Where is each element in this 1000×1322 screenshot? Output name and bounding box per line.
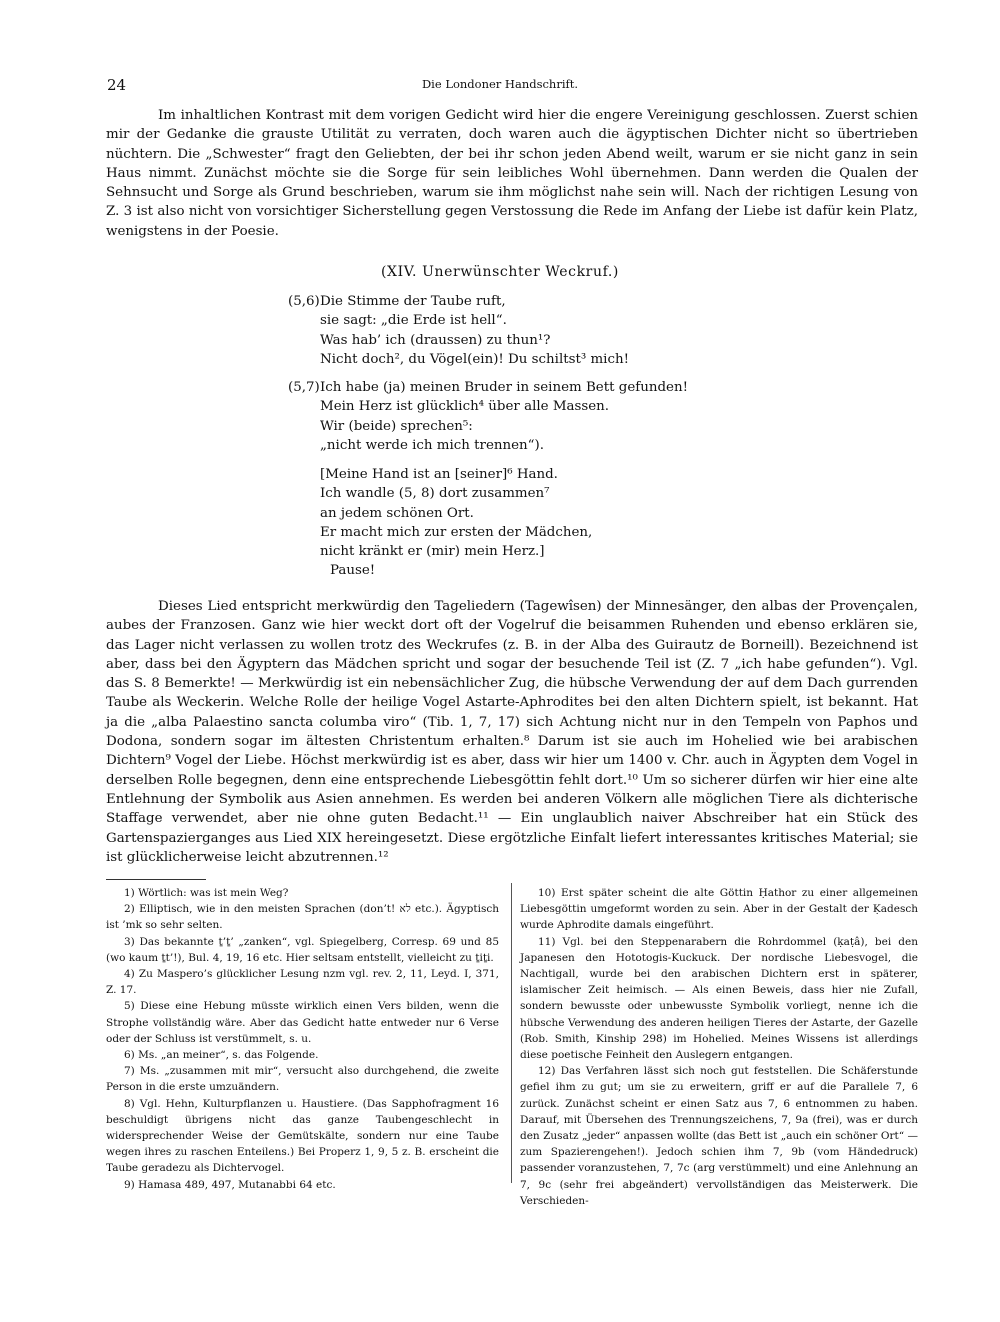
verse-text: Wir (beide) sprechen⁵: — [320, 418, 473, 434]
footnote: 9) Hamasa 489, 497, Mutanabbi 64 etc. — [124, 1178, 336, 1191]
verse-number: (5,7) — [288, 380, 320, 395]
verse-text: Die Stimme der Taube ruft, — [320, 294, 506, 309]
verse-text: Er macht mich zur ersten der Mädchen, — [320, 524, 593, 540]
footnote: 11) Vgl. bei den Steppenarabern die Rohrdommel (ḳaṭâ), bei den Japanesen den Hototogis-Kuckuck. Der nordische Liebesvogel, die Nachtigall, wurde bei den arabischen Dichtern erst in späterer, islamischer Zeit heimisch. — Als einen Beweis, dass hier nie Zufall, sondern bewusste oder unbewusste Symbolik vorliegt, nenne ich die hübsche Verwendung des anderen heiligen Tieres der Astarte, der Gazelle (Rob. Smith, Kinship 298) im Hohelied. Meines Wissens ist allerdings diese poetische Feinheit den Auslegern entgangen. — [520, 935, 918, 1062]
pause-line — [288, 561, 768, 580]
pause-text: Pause! — [330, 563, 376, 579]
verse-line — [288, 465, 768, 484]
verse-text: an jedem schönen Ort. — [320, 505, 474, 521]
running-head: Die Londoner Handschrift. — [421, 77, 579, 91]
verse-text: nicht kränkt er (mir) mein Herz.] — [320, 544, 545, 560]
verse-line — [288, 292, 768, 311]
verse-line — [288, 523, 768, 542]
stanza-1 — [288, 292, 768, 369]
footnote: 10) Erst später scheint die alte Göttin Ḥathor zu einer allgemeinen Liebesgöttin umgeformt worden zu sein. Aber in der Gestalt der Ḳadesch wurde Aphrodite damals eingeführt. — [520, 887, 918, 932]
verse-line — [288, 350, 768, 369]
verse-line — [288, 311, 768, 330]
poem-title: (XIV. Unerwünschter Weckruf.) — [381, 264, 619, 280]
footnote: 12) Das Verfahren lässt sich noch gut feststellen. Die Schäferstunde gefiel ihm zu gut; um sie zu erweitern, griff er auf die Parallele 7, 6 zurück. Zunächst scheint er einen Satz aus 7, 6 entnommen zu haben. Darauf, mit Übersehen des Trennungszeichens, 7, 9a (frei), was er durch den Zusatz „jeder“ anpassen wollte (das Bett ist „auch ein schöner Ort“ — zum Spazierengehen!). Jedoch schien ihm 7, 9b (vom Händedruck) passender voranzustehen, 7, 7c (arg verstümmelt) und eine Anlehnung an 7, 9c (sehr frei abgeändert) vervollständigen das Meisterwerk. Die Verschieden- — [520, 1065, 918, 1207]
verse-line — [288, 378, 768, 397]
footnotes-left-column — [106, 885, 499, 1193]
verse-text: Nicht doch², du Vögel(ein)! Du schiltst³ mich! — [320, 351, 629, 367]
page-number: 24 — [107, 76, 127, 94]
verse-line — [288, 331, 768, 350]
verse-text: [Meine Hand ist an [seiner]⁶ Hand. — [320, 467, 558, 482]
verse-line — [288, 397, 768, 416]
footnote-rule — [106, 879, 206, 880]
footnote: 5) Diese eine Hebung müsste wirklich einen Vers bilden, wenn die Strophe vollständig wäre. Aber das Gedicht hatte entweder nur 6 Verse oder der Schluss ist verstümmelt, s. u. — [106, 1000, 499, 1045]
verse-number: (5,6) — [288, 294, 320, 309]
verse-text: Ich wandle (5, 8) dort zusammen⁷ — [320, 486, 550, 502]
verse-text: „nicht werde ich mich trennen“). — [320, 437, 544, 453]
verse-line — [288, 504, 768, 523]
verse-text: sie sagt: „die Erde ist hell“. — [320, 313, 507, 329]
verse-line — [288, 417, 768, 436]
footnote: 6) Ms. „an meiner“, s. das Folgende. — [124, 1049, 319, 1062]
footnote: 4) Zu Maspero’s glücklicher Lesung nzm vgl. rev. 2, 11, Leyd. I, 371, Z. 17. — [106, 968, 499, 997]
footnote: 3) Das bekannte ṯ’ṯ’ „zanken“, vgl. Spiegelberg, Corresp. 69 und 85 (wo kaum ṯt’!), Bul. 4, 19, 16 etc. Hier seltsam entstellt, vielleicht zu ṯiṯi. — [106, 935, 499, 964]
commentary-paragraph: Dieses Lied entspricht merkwürdig den Tageliedern (Tagewîsen) der Minnesänger, den albas der Provençalen, aubes der Franzosen. Ganz wie hier weckt dort oft der Vogelruf die beisammen Ruhenden und ebenso erklären sie, das Lager nicht verlassen zu wollen trotz des Weckrufes (z. B. in der Alba des Guirautz de Borneill). Bezeichnend ist aber, dass bei den Ägyptern das Mädchen spricht und sogar der besuchende Teil ist (Z. 7 „ich habe gefunden“). Vgl. das S. 8 Bemerkte! — Merkwürdig ist ein nebensächlicher Zug, die hübsche Verwendung der auf dem Dach gurrenden Taube als Weckerin. Welche Rolle der heilige Vogel Astarte-Aphrodites bei den alten Dichtern spielt, ist bekannt. Hat ja die „alba Palaestino sancta columba viro“ (Tib. 1, 7, 17) sich Achtung nicht nur in den Tempeln von Paphos und Dodona, sondern sogar im ältesten Christentum erhalten.⁸ Darum ist sie auch im Hohelied wie bei arabischen Dichtern⁹ Vogel der Liebe. Höchst merkwürdig ist es aber, dass wir hier um 1400 v. Chr. auch in Ägypten dem Vogel in derselben Rolle begegnen, denn eine entsprechende Liebesgöttin fehlt dort.¹⁰ Um so sicherer dürfen wir hier eine alte Entlehnung der Symbolik aus Asien annehmen. Es werden bei anderen Völkern alle möglichen Tiere als dichterische Staffage verwendet, aber nie ohne guten Bedacht.¹¹ — Ein unglaublich naiver Abschreiber hat ein Stück des Gartenspazierganges aus Lied XIX hereingesetzt. Diese ergötzliche Einfalt liefert interessantes kritisches Material; sie ist glücklicherweise leicht abzutrennen.¹² — [106, 599, 918, 865]
footnote-column-divider — [511, 883, 512, 1183]
footnote: 1) Wörtlich: was ist mein Weg? — [124, 887, 289, 899]
intro-paragraph: Im inhaltlichen Kontrast mit dem vorigen Gedicht wird hier die engere Vereinigung geschlossen. Zuerst schien mir der Gedanke die grauste Utilität zu verraten, doch waren auch die ägyptischen Dichter nicht so übertrieben nüchtern. Die „Schwester“ fragt den Geliebten, der bei ihr schon jeden Abend weilt, warum er sie nicht ganz in sein Haus nimmt. Zunächst möchte sie die Sorge für sein leibliches Wohl übernehmen. Dann werden die Qualen der Sehnsucht und Sorge als Grund beschrieben, warum sie ihm möglichst nahe sein will. Nach der richtigen Lesung von Z. 3 ist also nicht von vorsichtiger Sicherstellung gegen Verstossung die Rede im Anfang der Liebe ist dafür kein Platz, wenigstens in der Poesie. — [106, 108, 918, 239]
stanza-3 — [288, 465, 768, 581]
footnote: 2) Elliptisch, wie in den meisten Sprachen (don’t! לא etc.). Ägyptisch ist ’mk so sehr selten. — [106, 903, 499, 932]
footnotes-right-column — [520, 885, 918, 1209]
verse-line — [288, 436, 768, 455]
verse-text: Mein Herz ist glücklich⁴ über alle Massen. — [320, 399, 610, 415]
verse-line — [288, 484, 768, 503]
verse-text: Ich habe (ja) meinen Bruder in seinem Bett gefunden! — [320, 380, 688, 395]
footnote: 8) Vgl. Hehn, Kulturpflanzen u. Haustiere. (Das Sapphofragment 16 beschuldigt übrigens nicht das ganze Taubengeschlecht in widersprechender Weise der Gemütskälte, sondern nur eine Taube wegen ihres zu raschen Enteilens.) Bei Properz 1, 9, 5 z. B. erscheint die Taube geradezu als Dichtervogel. — [106, 1097, 499, 1175]
verse-line — [288, 542, 768, 561]
stanza-2 — [288, 378, 768, 455]
footnote: 7) Ms. „zusammen mit mir“, versucht also durchgehend, die zweite Person in die erste umzuändern. — [106, 1065, 499, 1094]
verse-text: Was hab’ ich (draussen) zu thun¹? — [320, 332, 551, 348]
